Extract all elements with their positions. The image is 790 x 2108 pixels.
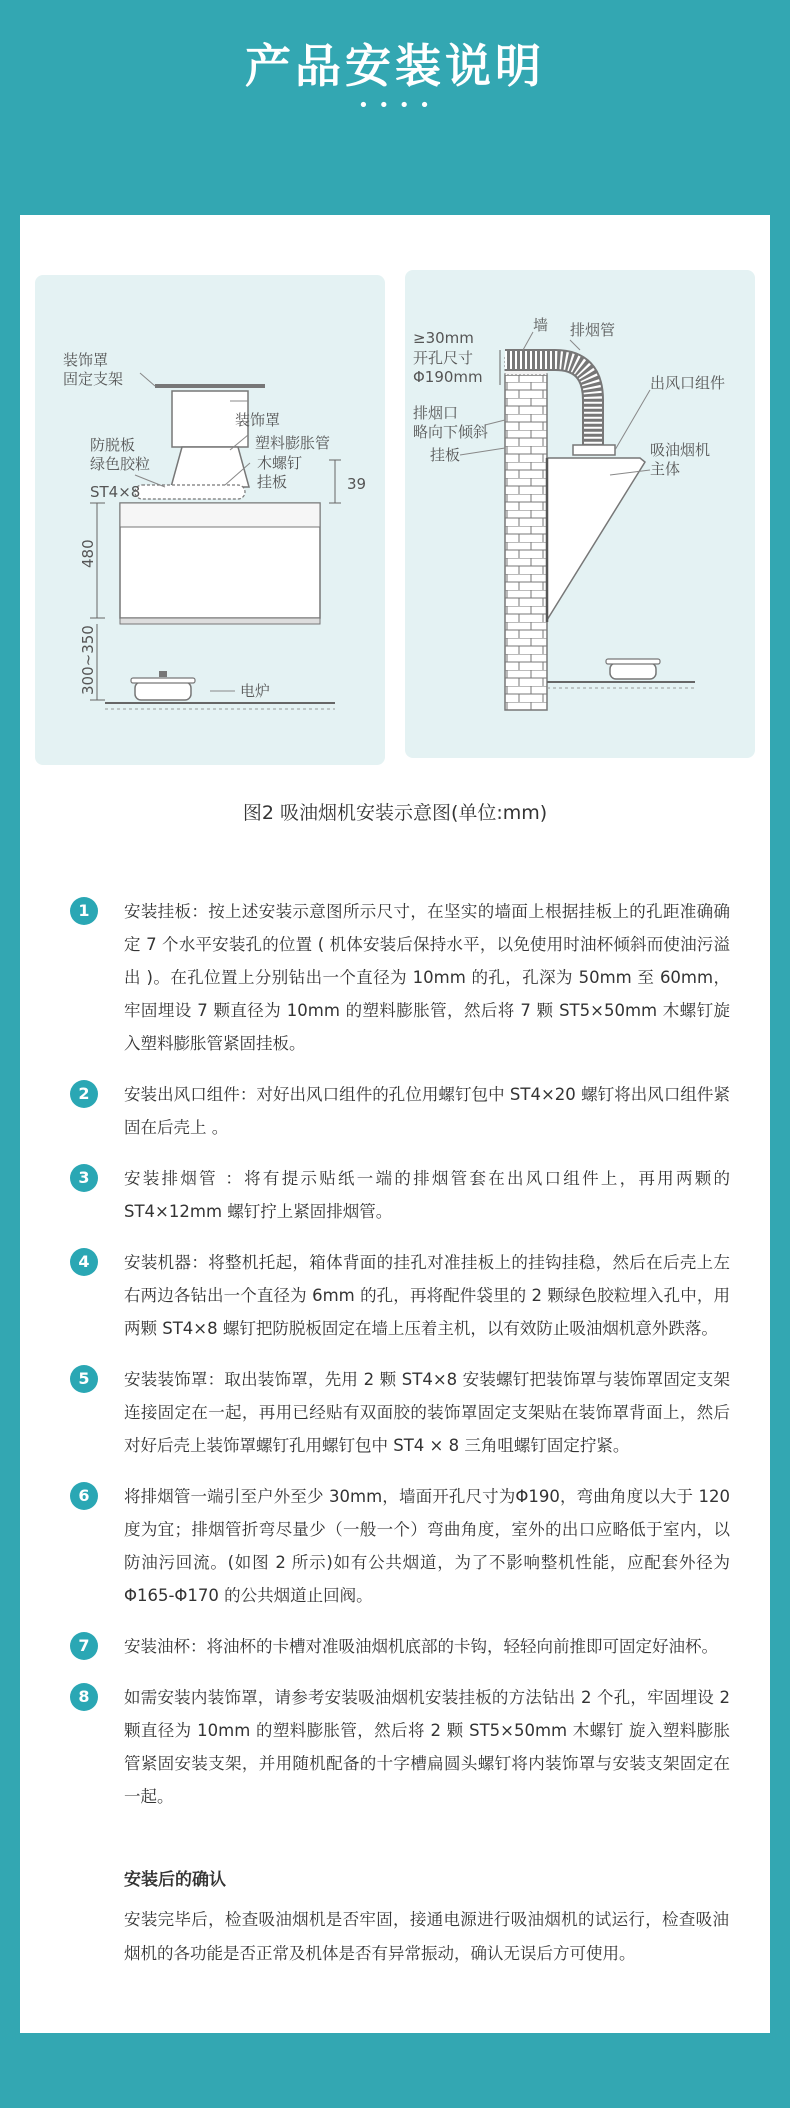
step-number-badge: 6 — [70, 1482, 98, 1510]
label-hang-plate: 挂板 — [257, 473, 288, 491]
cover-bracket-shape — [155, 384, 265, 388]
step-number-badge: 8 — [70, 1683, 98, 1711]
label-wall: 墙 — [533, 316, 549, 334]
page-title: 产品安装说明 — [245, 39, 545, 93]
label-hole-size: 开孔尺寸 Φ190mm — [413, 349, 483, 386]
step-text: 安装排烟管 ：将有提示贴纸一端的排烟管套在出风口组件上，再用两颗的 ST4×12mm 螺钉拧上紧固排烟管。 — [124, 1169, 730, 1221]
label-dim-480: 480 — [79, 539, 97, 568]
label-hood-body: 吸油烟机主体 — [650, 441, 711, 478]
hang-plate-shape — [135, 485, 245, 499]
label-exhaust-pipe: 排烟管 — [570, 321, 616, 339]
step-text: 安装出风口组件：对好出风口组件的孔位用螺钉包中 ST4×20 螺钉将出风口组件紧固在后壳上 。 — [124, 1085, 730, 1137]
step-text: 安装油杯：将油杯的卡槽对准吸油烟机底部的卡钩，轻轻向前推即可固定好油杯。 — [124, 1637, 718, 1656]
step-item — [70, 1681, 730, 1813]
pot-shape — [135, 682, 191, 700]
installation-diagram-side — [405, 270, 755, 758]
step-item — [70, 1480, 730, 1612]
confirm-title: 安装后的确认 — [124, 1870, 226, 1890]
installation-diagram-front — [35, 275, 385, 765]
step-number-badge: 7 — [70, 1632, 98, 1660]
label-cover: 装饰罩 — [235, 411, 281, 429]
label-cover-bracket: 装饰罩固定支架 — [63, 351, 124, 388]
outlet-shape — [573, 445, 615, 455]
step-number-badge: 1 — [70, 897, 98, 925]
label-outlet-assembly: 出风口组件 — [650, 374, 726, 392]
page-header — [0, 0, 790, 215]
label-plastic-anchor: 塑料膨胀管 — [255, 434, 331, 452]
step-item — [70, 1630, 730, 1663]
step-number-badge: 2 — [70, 1080, 98, 1108]
step-item — [70, 895, 730, 1060]
step-item — [70, 1078, 730, 1144]
label-st4x8: ST4×8 — [90, 483, 141, 501]
label-hole-min: ≥30mm — [413, 329, 474, 347]
label-anti-drop: 防脱板绿色胶粒 — [90, 436, 151, 473]
step-item — [70, 1363, 730, 1462]
front-view-drawing — [35, 275, 385, 765]
step-number-badge: 5 — [70, 1365, 98, 1393]
step-text: 将排烟管一端引至户外至少 30mm，墙面开孔尺寸为Φ190，弯曲角度以大于 120 度为宜；排烟管折弯尽量少（一般一个）弯曲角度，室外的出口应略低于室内，以防油污回流。(如图 2 所示)如有公共烟道，为了不影响整机性能，应配套外径为Φ165-Φ170 的公共烟道止回阀。 — [124, 1487, 730, 1605]
wall-shape — [505, 375, 547, 710]
label-wood-screw: 木螺钉 — [257, 454, 303, 472]
step-text: 如需安装内装饰罩，请参考安装吸油烟机安装挂板的方法钻出 2 个孔，牢固埋设 2 颗直径为 10mm 的塑料膨胀管，然后将 2 颗 ST5×50mm 木螺钉 旋入塑料膨胀管紧固安装支架，并用随机配备的十字槽扁圆头螺钉将内装饰罩与安装支架固定在一起。 — [124, 1688, 730, 1806]
step-text: 安装机器：将整机托起，箱体背面的挂孔对准挂板上的挂钩挂稳，然后在后壳上左右两边各钻出一个直径为 6mm 的孔，再将配件袋里的 2 颗绿色胶粒埋入孔中，用两颗 ST4×8 螺钉把防脱板固定在墙上压着主机，以有效防止吸油烟机意外跌落。 — [124, 1253, 730, 1338]
step-number-badge: 4 — [70, 1248, 98, 1276]
label-exhaust-port: 排烟口略向下倾斜 — [413, 404, 489, 441]
hood-side-shape — [547, 458, 645, 620]
step-item — [70, 1162, 730, 1228]
step-text: 安装装饰罩：取出装饰罩，先用 2 颗 ST4×8 安装螺钉把装饰罩与装饰罩固定支架连接固定在一起，再用已经贴有双面胶的装饰罩固定支架贴在装饰罩背面上，然后对好后壳上装饰罩螺钉孔用螺钉包中 ST4 × 8 三角咀螺钉固定拧紧。 — [124, 1370, 730, 1455]
title-dots: • • • • — [358, 95, 432, 116]
confirm-text: 安装完毕后，检查吸油烟机是否牢固，接通电源进行吸油烟机的试运行，检查吸油烟机的各功能是否正常及机体是否有异常振动，确认无误后方可使用。 — [124, 1910, 729, 1963]
label-hang-plate-right: 挂板 — [430, 446, 461, 464]
step-item — [70, 1246, 730, 1345]
label-dim-300-350: 300~350 — [79, 625, 97, 695]
figure-caption: 图2 吸油烟机安装示意图(单位:mm) — [242, 802, 548, 824]
step-number-badge: 3 — [70, 1164, 98, 1192]
label-dim-39: 39 — [347, 475, 367, 493]
content-card — [20, 215, 770, 2033]
step-text: 安装挂板：按上述安装示意图所示尺寸，在坚实的墙面上根据挂板上的孔距准确确定 7 个水平安装孔的位置 ( 机体安装后保持水平，以免使用时油杯倾斜而使油污溢出 )。在孔位置上分别钻出一个直径为 10mm 的孔，孔深为 50mm 至 60mm，牢固埋设 7 颗直径为 10mm 的塑料膨胀管，然后将 7 颗 ST5×50mm 木螺钉旋入塑料膨胀管紧固挂板。 — [124, 902, 730, 1053]
side-view-drawing — [405, 270, 755, 758]
label-stove: 电炉 — [240, 682, 271, 700]
install-steps — [70, 895, 730, 1831]
